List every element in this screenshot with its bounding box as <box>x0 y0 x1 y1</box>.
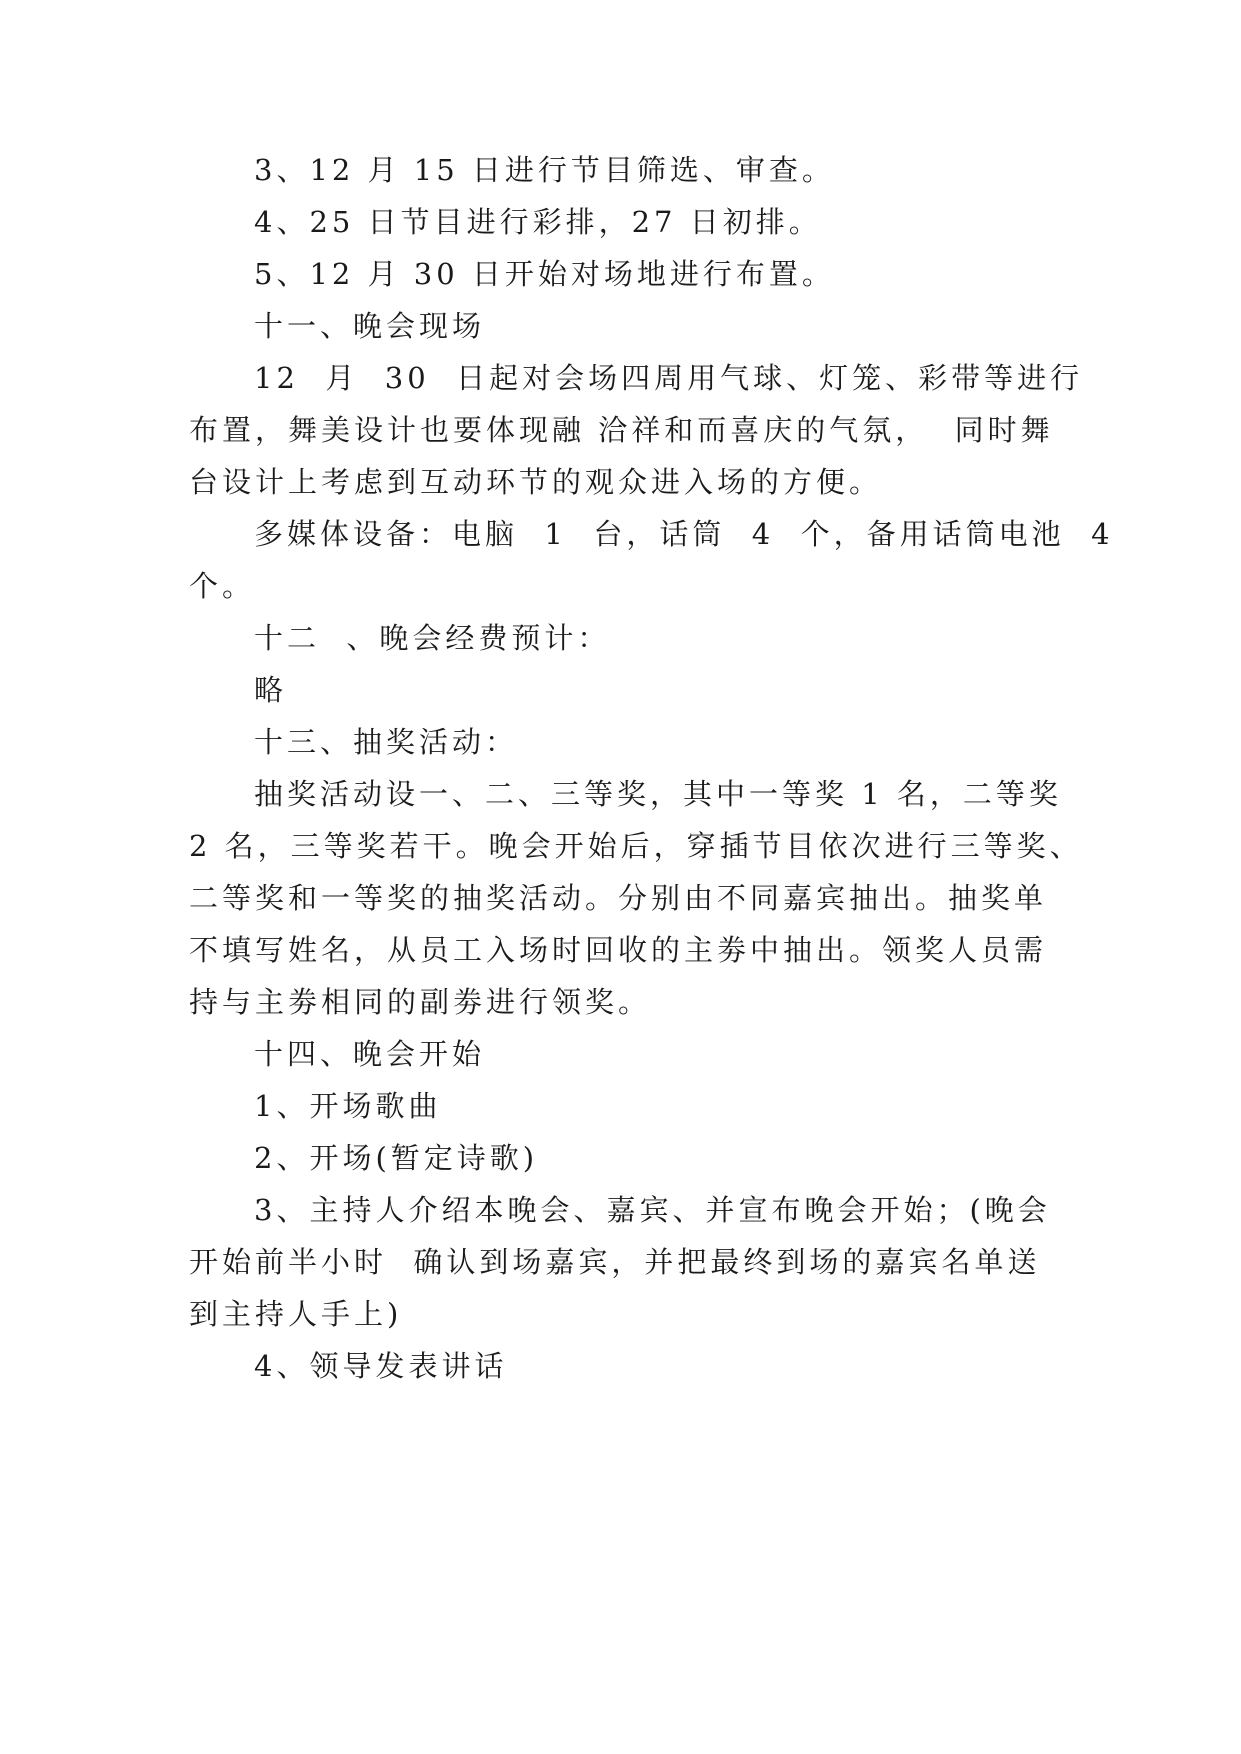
text-line: 到主持人手上) <box>189 1297 403 1331</box>
text-line: 4、25 日节目进行彩排，27 日初排。 <box>254 205 822 239</box>
text-line: 个。 <box>189 569 256 603</box>
section-heading: 十四、晚会开始 <box>254 1037 486 1071</box>
section-heading: 十三、抽奖活动： <box>254 725 519 759</box>
section-heading: 十二 、晚会经费预计： <box>254 621 611 655</box>
text-line: 不填写姓名，从员工入场时回收的主劵中抽出。领奖人员需 <box>189 933 1048 967</box>
text-line: 抽奖活动设一、二、三等奖，其中一等奖 1 名，二等奖 <box>254 777 1062 811</box>
section-heading: 十一、晚会现场 <box>254 309 486 343</box>
text-line: 开始前半小时 确认到场嘉宾，并把最终到场的嘉宾名单送 <box>189 1245 1041 1279</box>
text-line: 12 月 30 日起对会场四周用气球、灯笼、彩带等进行 <box>254 361 1084 395</box>
text-line: 2 名，三等奖若干。晚会开始后，穿插节目依次进行三等奖、 <box>189 829 1083 863</box>
text-line: 2、开场(暂定诗歌) <box>254 1141 539 1175</box>
text-line: 布置，舞美设计也要体现融 洽祥和而喜庆的气氛， 同时舞 <box>189 413 1054 447</box>
text-line: 4、领导发表讲话 <box>254 1349 508 1383</box>
text-line: 3、12 月 15 日进行节目筛选、审查。 <box>254 153 835 187</box>
text-line: 3、主持人介绍本晚会、嘉宾、并宣布晚会开始；(晚会 <box>254 1193 1051 1227</box>
text-line: 台设计上考虑到互动环节的观众进入场的方便。 <box>189 465 883 499</box>
text-line: 略 <box>254 673 288 707</box>
text-line: 1、开场歌曲 <box>254 1089 442 1123</box>
text-line: 多媒体设备：电脑 1 台，话筒 4 个，备用话筒电池 4 <box>254 517 1114 551</box>
text-line: 持与主劵相同的副劵进行领奖。 <box>189 985 652 1019</box>
text-line: 二等奖和一等奖的抽奖活动。分别由不同嘉宾抽出。抽奖单 <box>189 881 1048 915</box>
text-line: 5、12 月 30 日开始对场地进行布置。 <box>254 257 835 291</box>
